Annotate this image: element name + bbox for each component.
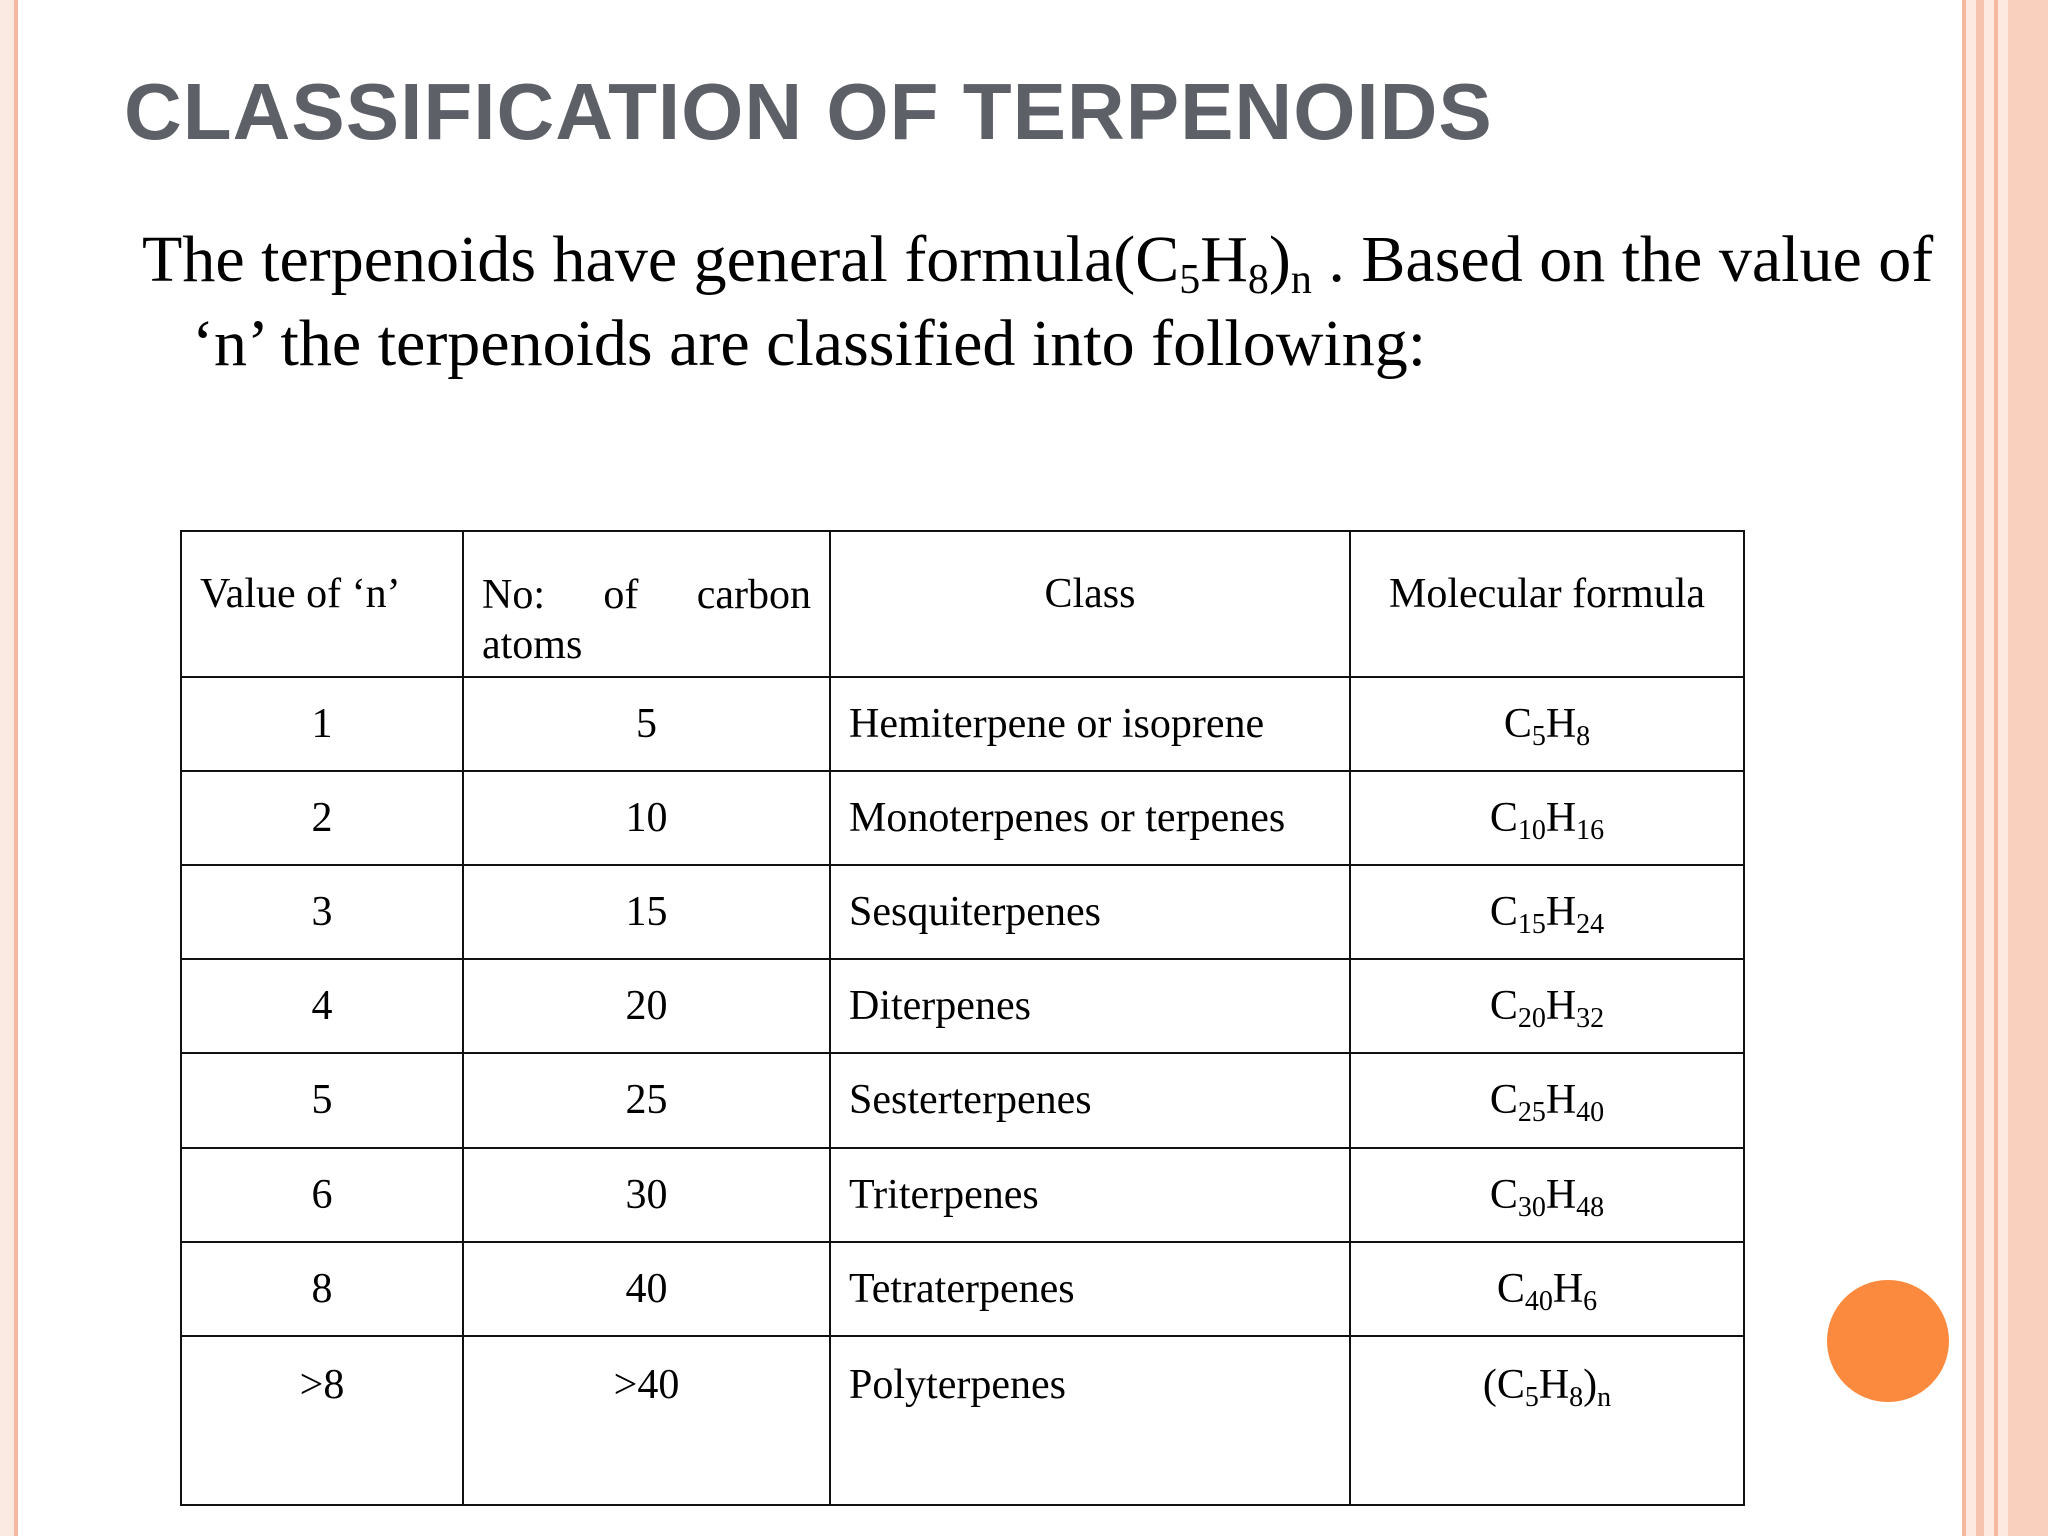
- formula-symbol: C: [1503, 701, 1532, 748]
- cell-carbon-atoms: 40: [463, 1242, 830, 1336]
- formula-symbol: H: [1545, 983, 1577, 1030]
- intro-subscript: 5: [1179, 257, 1201, 303]
- intro-text: H: [1200, 223, 1248, 296]
- formula-symbol: C: [1489, 889, 1518, 936]
- intro-text: ): [1268, 223, 1291, 296]
- formula-symbol: H: [1545, 701, 1577, 748]
- cell-molecular-formula: [1350, 1336, 1744, 1505]
- cell-value-of-n: 3: [181, 865, 463, 959]
- cell-carbon-atoms: 25: [463, 1053, 830, 1147]
- table-row: [181, 865, 1744, 959]
- cell-value-of-n: 8: [181, 1242, 463, 1336]
- cell-carbon-atoms: 15: [463, 865, 830, 959]
- formula-subscript: 25: [1517, 1097, 1546, 1129]
- formula-subscript: 24: [1576, 909, 1605, 941]
- cell-carbon-atoms: 5: [463, 677, 830, 771]
- cell-carbon-atoms: 30: [463, 1148, 830, 1242]
- slide-title: CLASSIFICATION OF TERPENOIDS: [124, 67, 1493, 156]
- intro-line-2: ‘n’ the terpenoids are classified into following:: [192, 307, 1427, 380]
- formula-symbol: (C: [1482, 1361, 1525, 1408]
- formula-subscript: 5: [1531, 721, 1546, 753]
- formula-symbol: C: [1489, 1077, 1518, 1124]
- table-row: [181, 1336, 1744, 1505]
- table-row: [181, 771, 1744, 865]
- formula-subscript: 15: [1517, 909, 1546, 941]
- formula-symbol: H: [1545, 1171, 1577, 1218]
- terpenoid-classification-table: [180, 530, 1745, 1506]
- header-class: Class: [830, 531, 1350, 677]
- cell-molecular-formula: [1350, 865, 1744, 959]
- formula-subscript: 40: [1576, 1097, 1605, 1129]
- formula-symbol: C: [1496, 1265, 1525, 1312]
- cell-class: Monoterpenes or terpenes: [830, 771, 1350, 865]
- cell-class: Sesquiterpenes: [830, 865, 1350, 959]
- header-molecular-formula: Molecular formula: [1350, 531, 1744, 677]
- formula-symbol: H: [1545, 889, 1577, 936]
- formula-subscript: 40: [1524, 1285, 1553, 1317]
- table-body: [181, 677, 1744, 1505]
- table-row: [181, 1053, 1744, 1147]
- table-row: [181, 677, 1744, 771]
- formula-subscript: 16: [1576, 815, 1605, 847]
- formula-subscript: 6: [1583, 1285, 1598, 1317]
- header-value-of-n: Value of ‘n’: [181, 531, 463, 677]
- intro-text: The terpenoids have general formula(C: [142, 223, 1180, 296]
- formula-subscript: 5: [1524, 1381, 1539, 1413]
- cell-molecular-formula: [1350, 1148, 1744, 1242]
- cell-class: Diterpenes: [830, 959, 1350, 1053]
- formula-symbol: C: [1489, 983, 1518, 1030]
- cell-class: Triterpenes: [830, 1148, 1350, 1242]
- cell-value-of-n: 1: [181, 677, 463, 771]
- formula-subscript: 20: [1517, 1003, 1546, 1035]
- header-carbon-atoms: No: of carbon atoms: [463, 531, 830, 677]
- formula-subscript: 8: [1569, 1381, 1584, 1413]
- formula-symbol: ): [1583, 1361, 1598, 1408]
- formula-subscript: 48: [1576, 1191, 1605, 1223]
- formula-symbol: C: [1489, 1171, 1518, 1218]
- formula-subscript: n: [1597, 1381, 1612, 1413]
- cell-molecular-formula: [1350, 771, 1744, 865]
- table-row: [181, 1148, 1744, 1242]
- cell-molecular-formula: [1350, 959, 1744, 1053]
- intro-subscript: n: [1290, 257, 1312, 303]
- intro-paragraph: [142, 218, 2022, 386]
- formula-subscript: 10: [1517, 815, 1546, 847]
- intro-line-1: [142, 218, 2022, 302]
- formula-symbol: H: [1552, 1265, 1584, 1312]
- cell-class: Hemiterpene or isoprene: [830, 677, 1350, 771]
- cell-value-of-n: 6: [181, 1148, 463, 1242]
- formula-subscript: 32: [1576, 1003, 1605, 1035]
- cell-molecular-formula: [1350, 1242, 1744, 1336]
- formula-symbol: H: [1545, 795, 1577, 842]
- intro-subscript: 8: [1247, 257, 1269, 303]
- cell-molecular-formula: [1350, 1053, 1744, 1147]
- orange-circle-decoration: [1827, 1280, 1949, 1402]
- formula-subscript: 8: [1576, 721, 1591, 753]
- table-row: [181, 1242, 1744, 1336]
- formula-symbol: C: [1489, 795, 1518, 842]
- table-row: [181, 959, 1744, 1053]
- cell-carbon-atoms: 10: [463, 771, 830, 865]
- left-border-line: [14, 0, 18, 1536]
- cell-carbon-atoms: >40: [463, 1336, 830, 1505]
- formula-symbol: H: [1538, 1361, 1570, 1408]
- cell-molecular-formula: [1350, 677, 1744, 771]
- cell-carbon-atoms: 20: [463, 959, 830, 1053]
- cell-value-of-n: >8: [181, 1336, 463, 1505]
- cell-value-of-n: 4: [181, 959, 463, 1053]
- cell-class: Polyterpenes: [830, 1336, 1350, 1505]
- cell-class: Tetraterpenes: [830, 1242, 1350, 1336]
- table-header-row: [181, 531, 1744, 677]
- cell-class: Sesterterpenes: [830, 1053, 1350, 1147]
- intro-text: . Based on the value of: [1311, 223, 1934, 296]
- formula-subscript: 30: [1517, 1191, 1546, 1223]
- cell-value-of-n: 5: [181, 1053, 463, 1147]
- formula-symbol: H: [1545, 1077, 1577, 1124]
- cell-value-of-n: 2: [181, 771, 463, 865]
